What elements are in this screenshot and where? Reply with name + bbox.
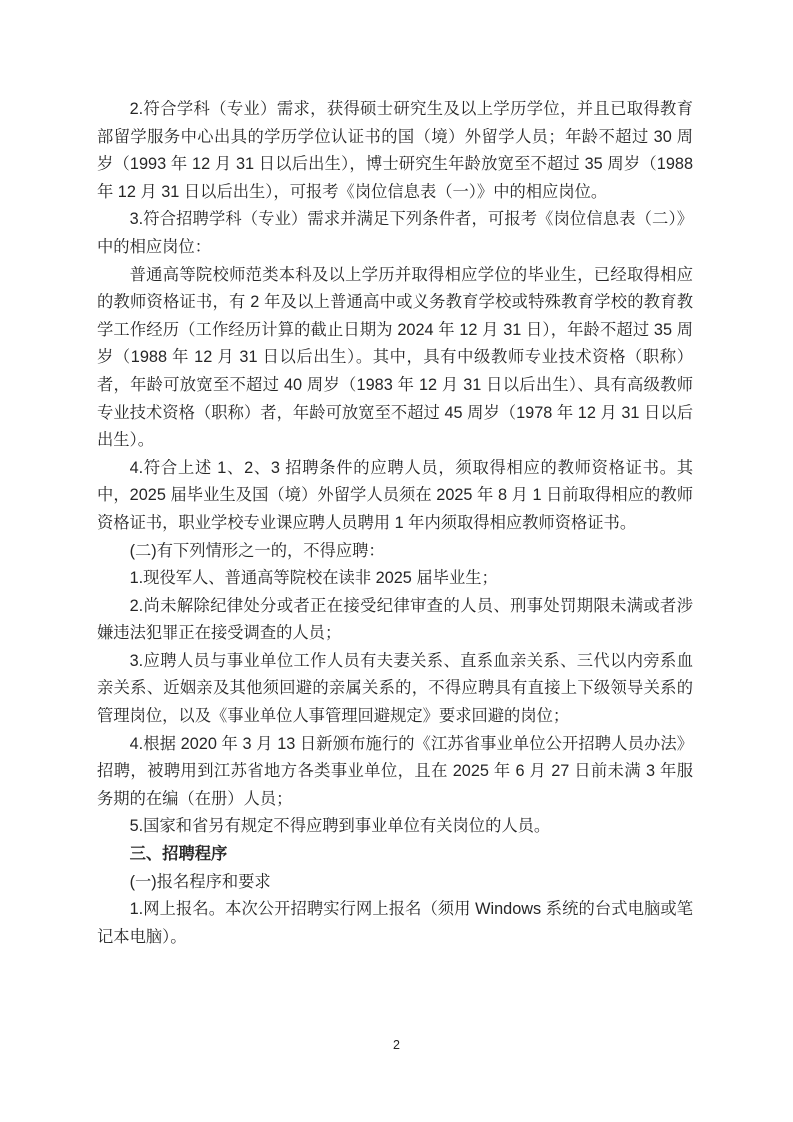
paragraph-10: 5.国家和省另有规定不得应聘到事业单位有关岗位的人员。 [129,817,551,836]
paragraph-7: 2.尚未解除纪律处分或者正在接受纪律审查的人员、刑事处罚期限未满或者涉嫌违法犯罪正在接受调查的人员； [97,596,693,643]
paragraph-5: (二)有下列情形之一的，不得应聘： [129,541,385,560]
paragraph-12: (一)报名程序和要求 [129,872,271,891]
paragraph-3: 普通高等院校师范类本科及以上学历并取得相应学位的毕业生，已经取得相应的教师资格证书，有 2 年及以上普通高中或义务教育学校或特殊教育学校的教育教学工作经历（工作经历计算的截止日期为 2024 年 12 月 31 日），年龄不超过 35 周岁（1988 年 12 月 31 日以后出生）。其中，具有中级教师专业技术资格（职称）者，年龄可放宽至不超过 40 周岁（1983 年 12 月 31 日以后出生）、具有高级教师专业技术资格（职称）者，年龄可放宽至不超过 45 周岁（1978 年 12 月 31 日以后出生）。 [97,265,693,450]
page-number: 2 [393,1038,400,1052]
paragraph-9: 4.根据 2020 年 3 月 13 日新颁布施行的《江苏省事业单位公开招聘人员办法》招聘，被聘用到江苏省地方各类事业单位，且在 2025 年 6 月 27 日前未满 3 年服务期的在编（在册）人员； [97,734,693,808]
paragraph-4: 4.符合上述 1、2、3 招聘条件的应聘人员，须取得相应的教师资格证书。其中，2025 届毕业生及国（境）外留学人员须在 2025 年 8 月 1 日前取得相应的教师资格证书，职业学校专业课应聘人员聘用 1 年内须取得相应教师资格证书。 [97,458,693,532]
document-body [97,96,693,951]
paragraph-13: 1.网上报名。本次公开招聘实行网上报名（须用 Windows 系统的台式电脑或笔记本电脑）。 [97,900,693,946]
paragraph-6: 1.现役军人、普通高等院校在读非 2025 届毕业生； [129,569,498,588]
paragraph-8: 3.应聘人员与事业单位工作人员有夫妻关系、直系血亲关系、三代以内旁系血亲关系、近姻亲及其他须回避的亲属关系的，不得应聘具有直接上下级领导关系的管理岗位，以及《事业单位人事管理回避规定》要求回避的岗位； [97,651,693,726]
paragraph-11: 三、招聘程序 [129,845,228,864]
paragraph-1: 2.符合学科（专业）需求，获得硕士研究生及以上学历学位，并且已取得教育部留学服务中心出具的学历学位认证书的国（境）外留学人员；年龄不超过 30 周岁（1993 年 12 月 31 日以后出生），博士研究生年龄放宽至不超过 35 周岁（1988 年 12 月 31 日以后出生），可报考《岗位信息表（一）》中的相应岗位。 [97,100,693,201]
paragraph-2: 3.符合招聘学科（专业）需求并满足下列条件者，可报考《岗位信息表（二）》中的相应岗位： [97,210,693,256]
